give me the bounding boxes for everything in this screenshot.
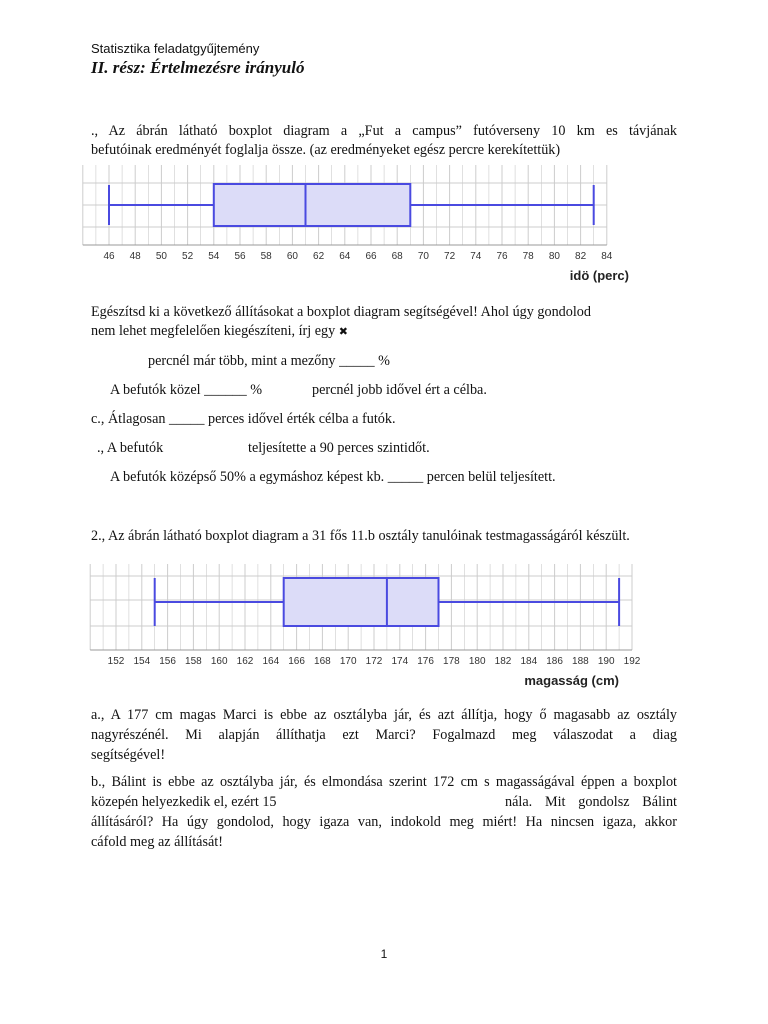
x-axis-title: magasság (cm)	[524, 673, 619, 688]
tick-label: 82	[575, 251, 587, 262]
tick-label: 62	[313, 251, 325, 262]
tick-label: 60	[286, 251, 298, 262]
x-mark-icon: ✖	[338, 325, 349, 338]
tick-label: 164	[262, 656, 280, 667]
tick-label: 166	[288, 656, 305, 667]
task1-question-c: c., Átlagosan _____ perces idővel érték célba a futók.	[91, 411, 396, 427]
tick-label: 84	[601, 251, 613, 262]
tick-label: 176	[417, 656, 434, 667]
tick-label: 74	[470, 251, 482, 262]
tick-label: 48	[129, 251, 141, 262]
tick-label: 54	[208, 251, 220, 262]
tick-label: 182	[494, 656, 512, 667]
task1-instruction-text: nem lehet megfelelően kiegészíteni, írj egy	[91, 323, 336, 339]
task1-intro-line1: ., Az ábrán látható boxplot diagram a „Fut a campus” futóverseny 10 km es távjának	[91, 123, 677, 139]
tick-label: 64	[339, 251, 351, 262]
tick-label: 174	[391, 656, 409, 667]
task1-question-a: percnél már több, mint a mezőny _____ %	[148, 353, 390, 369]
tick-label: 178	[443, 656, 460, 667]
tick-label: 180	[468, 656, 486, 667]
task2-question-b-line2-part1: közepén helyezkedik el, ezért 15	[91, 794, 277, 810]
task1-instruction-line2	[91, 321, 348, 342]
task1-instruction-line1: Egészítsd ki a következő állításokat a boxplot diagram segítségével! Ahol úgy gondolod	[91, 304, 591, 320]
tick-label: 56	[234, 251, 246, 262]
tick-label: 72	[444, 251, 456, 262]
task2-question-a-line2: nagyrészénél. Mi alapján állíthatja ezt Marci? Fogalmazd meg válaszodat a diag	[91, 727, 677, 743]
tick-label: 68	[391, 251, 403, 262]
task2-question-b-line4: cáfold meg az állítását!	[91, 834, 223, 850]
tick-label: 70	[417, 251, 429, 262]
tick-label: 46	[103, 251, 115, 262]
tick-label: 172	[365, 656, 383, 667]
tick-label: 58	[260, 251, 272, 262]
tick-label: 52	[182, 251, 194, 262]
tick-label: 78	[522, 251, 534, 262]
tick-label: 158	[185, 656, 202, 667]
tick-label: 162	[236, 656, 254, 667]
task1-question-b-part2: percnél jobb idővel ért a célba.	[312, 382, 487, 398]
tick-label: 188	[572, 656, 589, 667]
tick-label: 50	[155, 251, 167, 262]
task2-question-b-line1: b., Bálint is ebbe az osztályba jár, és elmondása szerint 172 cm s magasságával éppen a boxplot	[91, 774, 677, 790]
section-title: II. rész: Értelmezésre irányuló	[91, 58, 305, 77]
task1-question-b-part1: A befutók közel ______ %	[110, 382, 263, 398]
tick-label: 66	[365, 251, 377, 262]
tick-label: 156	[159, 656, 176, 667]
document-subtitle: Statisztika feladatgyűjtemény	[91, 41, 260, 56]
interquartile-box	[284, 578, 439, 626]
task2-question-b-line2-part2: nála. Mit gondolsz Bálint	[505, 794, 677, 810]
task2-intro: 2., Az ábrán látható boxplot diagram a 31 fős 11.b osztály tanulóinak testmagasságáról készült.	[91, 528, 630, 544]
tick-label: 154	[133, 656, 151, 667]
task2-question-a-line1: a., A 177 cm magas Marci is ebbe az osztályba jár, és azt állítja, hogy ő magasabb az osztály	[91, 707, 677, 723]
page-number: 1	[380, 947, 388, 961]
task1-question-e: A befutók középső 50% a egymáshoz képest kb. _____ percen belül teljesített.	[110, 469, 556, 485]
tick-label: 76	[496, 251, 508, 262]
tick-label: 80	[548, 251, 560, 262]
task1-question-d-part1: ., A befutók	[97, 440, 164, 456]
x-axis-title: idö (perc)	[569, 268, 629, 283]
task2-question-a-line3: segítségével!	[91, 747, 166, 763]
tick-label: 168	[314, 656, 331, 667]
task2-question-b-line3: állításáról? Ha úgy gondolod, hogy igaza van, indokold meg miért! Ha nincsen igaza, akkor	[91, 814, 677, 830]
boxplot-chart-heights	[91, 562, 651, 692]
tick-label: 186	[546, 656, 563, 667]
task1-intro-line2: befutóinak eredményét foglalja össze. (az eredményeket egész percre kerekítettük)	[91, 142, 561, 158]
tick-label: 160	[210, 656, 228, 667]
tick-label: 192	[623, 656, 641, 667]
tick-label: 190	[597, 656, 615, 667]
boxplot-chart-running-times	[91, 163, 651, 293]
interquartile-box	[214, 184, 410, 226]
task1-question-d-part2: teljesítette a 90 perces szintidőt.	[248, 440, 430, 456]
tick-label: 170	[339, 656, 357, 667]
tick-label: 184	[520, 656, 538, 667]
tick-label: 152	[107, 656, 125, 667]
